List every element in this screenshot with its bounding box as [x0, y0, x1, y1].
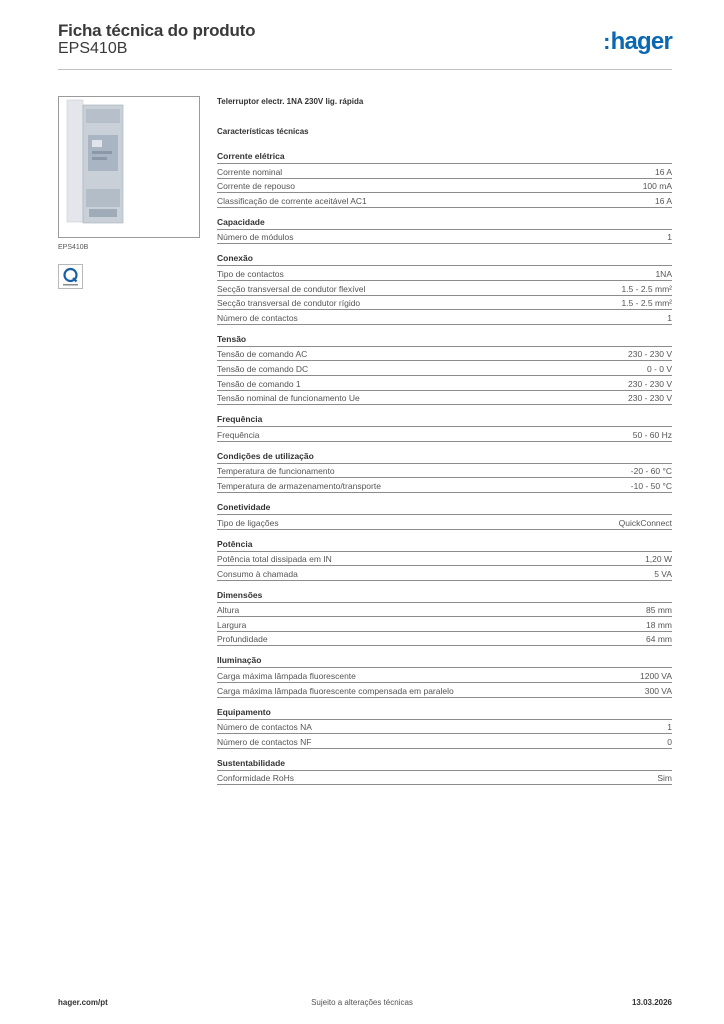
spec-row — [217, 179, 672, 194]
footer-website: hager.com/pt — [58, 998, 108, 1007]
quickconnect-q-icon — [59, 265, 82, 288]
spec-value: 1.5 - 2.5 mm² — [621, 283, 672, 294]
spec-content — [217, 96, 672, 794]
spec-value: 300 VA — [644, 685, 672, 696]
spec-row — [217, 771, 672, 786]
spec-section — [217, 590, 672, 647]
spec-value: 0 - 0 V — [646, 363, 672, 374]
spec-row — [217, 230, 672, 245]
spec-label: Secção transversal de condutor flexível — [217, 283, 366, 294]
spec-row — [217, 361, 672, 376]
spec-row — [217, 427, 672, 442]
spec-row — [217, 310, 672, 325]
section-title: Conexão — [217, 253, 672, 266]
spec-section — [217, 539, 672, 581]
spec-row — [217, 632, 672, 647]
spec-value: 1,20 W — [645, 554, 672, 565]
section-title: Conetividade — [217, 502, 672, 515]
spec-row — [217, 668, 672, 683]
spec-section — [217, 334, 672, 405]
spec-label: Tensão de comando DC — [217, 363, 309, 374]
spec-label: Tensão nominal de funcionamento Ue — [217, 393, 360, 404]
footer-date: 13.03.2026 — [631, 998, 672, 1007]
spec-value: 1200 VA — [640, 671, 672, 682]
spec-section — [217, 655, 672, 697]
section-title: Sustentabilidade — [217, 758, 672, 771]
spec-label: Tensão de comando 1 — [217, 378, 301, 389]
product-description: Telerruptor electr. 1NA 230V lig. rápida — [217, 97, 364, 106]
spec-row — [217, 683, 672, 698]
spec-row — [217, 603, 672, 618]
spec-value: 1 — [667, 232, 672, 243]
spec-row — [217, 464, 672, 479]
spec-row — [217, 296, 672, 311]
footer-note: Sujeito a alterações técnicas — [311, 998, 413, 1007]
section-title: Tensão — [217, 334, 672, 347]
spec-label: Número de contactos NF — [217, 736, 312, 747]
spec-section — [217, 414, 672, 442]
spec-label: Temperatura de funcionamento — [217, 466, 335, 477]
spec-row — [217, 617, 672, 632]
spec-value: 5 VA — [654, 568, 672, 579]
spec-value: 16 A — [654, 166, 672, 177]
spec-label: Tipo de contactos — [217, 268, 284, 279]
spec-row — [217, 266, 672, 281]
spec-section — [217, 758, 672, 786]
spec-value: 1.5 - 2.5 mm² — [621, 298, 672, 309]
spec-value: 85 mm — [646, 605, 672, 616]
spec-row — [217, 391, 672, 406]
spec-section — [217, 502, 672, 530]
section-title: Iluminação — [217, 655, 672, 668]
spec-label: Tipo de ligações — [217, 517, 279, 528]
spec-label: Tensão de comando AC — [217, 349, 308, 360]
spec-value: 16 A — [654, 195, 672, 206]
section-title: Frequência — [217, 414, 672, 427]
spec-value: 100 mA — [642, 181, 672, 192]
spec-section — [217, 253, 672, 324]
spec-value: 1 — [667, 722, 672, 733]
spec-row — [217, 720, 672, 735]
spec-label: Corrente nominal — [217, 166, 283, 177]
spec-label: Altura — [217, 605, 240, 616]
spec-label: Número de módulos — [217, 232, 294, 243]
spec-value: 1NA — [655, 268, 672, 279]
spec-row — [217, 515, 672, 530]
section-title: Corrente elétrica — [217, 151, 672, 164]
relay-device-icon — [59, 97, 199, 237]
spec-row — [217, 552, 672, 567]
section-title: Capacidade — [217, 217, 672, 230]
spec-label: Carga máxima lâmpada fluorescente compensada em paralelo — [217, 685, 454, 696]
hager-logo: :hager — [603, 28, 672, 55]
spec-label: Profundidade — [217, 634, 268, 645]
spec-label: Secção transversal de condutor rígido — [217, 298, 361, 309]
spec-row — [217, 164, 672, 179]
spec-label: Conformidade RoHs — [217, 773, 295, 784]
image-caption: EPS410B — [58, 244, 89, 251]
spec-label: Temperatura de armazenamento/transporte — [217, 480, 381, 491]
spec-row — [217, 566, 672, 581]
section-title: Dimensões — [217, 590, 672, 603]
spec-label: Frequência — [217, 429, 260, 440]
spec-label: Classificação de corrente aceitável AC1 — [217, 195, 367, 206]
spec-value: -20 - 60 °C — [630, 466, 672, 477]
spec-row — [217, 281, 672, 296]
logo-text: hager — [610, 28, 672, 55]
spec-label: Potência total dissipada em IN — [217, 554, 332, 565]
quickconnect-badge-icon — [58, 264, 83, 289]
spec-sections — [217, 151, 672, 785]
spec-value: 64 mm — [646, 634, 672, 645]
spec-value: QuickConnect — [618, 517, 672, 528]
spec-label: Corrente de repouso — [217, 181, 295, 192]
product-reference: EPS410B — [58, 40, 128, 57]
spec-value: 18 mm — [646, 619, 672, 630]
page-title: Ficha técnica do produto — [58, 21, 256, 40]
spec-section — [217, 707, 672, 749]
section-title: Condições de utilização — [217, 451, 672, 464]
spec-label: Consumo à chamada — [217, 568, 298, 579]
spec-label: Largura — [217, 619, 247, 630]
spec-value: 1 — [667, 312, 672, 323]
spec-label: Número de contactos NA — [217, 722, 312, 733]
spec-label: Número de contactos — [217, 312, 298, 323]
spec-value: 0 — [667, 736, 672, 747]
spec-row — [217, 376, 672, 391]
spec-value: 230 - 230 V — [628, 349, 672, 360]
spec-row — [217, 347, 672, 362]
product-image — [58, 96, 200, 238]
spec-value: 50 - 60 Hz — [632, 429, 672, 440]
spec-value: 230 - 230 V — [628, 378, 672, 389]
spec-section — [217, 451, 672, 493]
section-title: Potência — [217, 539, 672, 552]
tech-characteristics-heading: Características técnicas — [217, 127, 309, 136]
spec-row — [217, 478, 672, 493]
spec-label: Carga máxima lâmpada fluorescente — [217, 671, 356, 682]
header-divider — [58, 69, 672, 70]
spec-row — [217, 734, 672, 749]
section-title: Equipamento — [217, 707, 672, 720]
spec-value: -10 - 50 °C — [630, 480, 672, 491]
spec-section — [217, 151, 672, 208]
spec-value: 230 - 230 V — [628, 393, 672, 404]
spec-row — [217, 193, 672, 208]
spec-value: Sim — [657, 773, 672, 784]
spec-section — [217, 217, 672, 245]
